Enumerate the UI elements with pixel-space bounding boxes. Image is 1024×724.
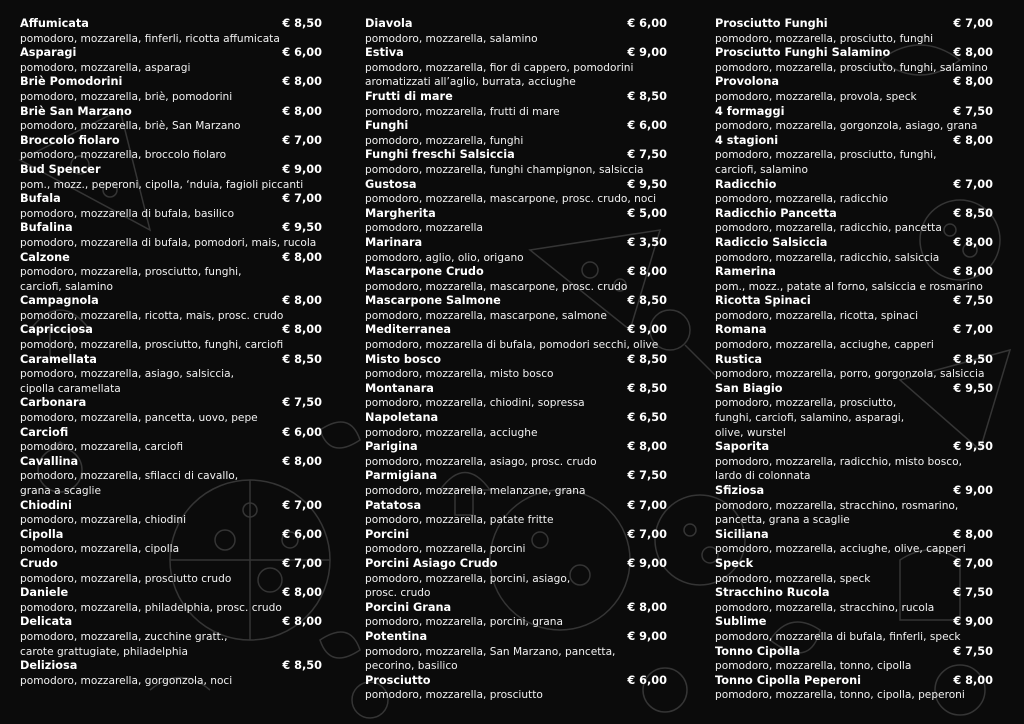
pizza-price: € 9,00: [282, 162, 322, 176]
pizza-item: [715, 484, 993, 528]
pizza-price: € 8,00: [953, 673, 993, 687]
pizza-ingredients: pom., mozz., peperoni, cipolla, ‘nduia, fagioli piccanti: [20, 178, 304, 191]
pizza-ingredients: pomodoro, mozzarella, misto bosco: [365, 368, 554, 381]
pizza-item: [365, 557, 667, 601]
pizza-ingredients: pomodoro, mozzarella, radicchio, misto bosco, lardo di colonnata: [715, 455, 962, 483]
pizza-item: [20, 455, 322, 499]
pizza-name: Prosciutto Funghi: [715, 17, 828, 30]
pizza-name: Sfiziosa: [715, 484, 765, 497]
pizza-price: € 8,00: [953, 133, 993, 147]
pizza-item: [365, 46, 667, 90]
pizza-item: [715, 236, 993, 265]
pizza-ingredients: pomodoro, mozzarella di bufala, finferli, speck: [715, 630, 961, 643]
pizza-price: € 8,00: [953, 265, 993, 279]
pizza-ingredients: pomodoro, mozzarella, stracchino, rucola: [715, 601, 935, 614]
pizza-price: € 9,00: [627, 323, 667, 337]
pizza-item: [365, 674, 667, 703]
pizza-ingredients: pomodoro, mozzarella, briè, San Marzano: [20, 120, 241, 133]
pizza-price: € 8,50: [627, 381, 667, 395]
pizza-item: [715, 105, 993, 134]
pizza-name: San Biagio: [715, 381, 783, 395]
pizza-ingredients: pomodoro, mozzarella, porcini: [365, 543, 526, 556]
pizza-name: Frutti di mare: [365, 89, 453, 103]
pizza-price: € 7,00: [282, 192, 322, 206]
pizza-price: € 8,50: [627, 294, 667, 308]
pizza-price: € 6,00: [627, 119, 667, 133]
pizza-price: € 9,50: [282, 221, 322, 235]
pizza-item: [20, 134, 322, 163]
pizza-name: Tonno Cipolla: [715, 644, 801, 658]
pizza-price: € 8,50: [627, 89, 667, 103]
pizza-price: € 7,00: [282, 133, 322, 147]
pizza-name: Bud Spencer: [20, 162, 101, 176]
pizza-name: Speck: [715, 556, 754, 570]
pizza-price: € 8,00: [953, 235, 993, 249]
pizza-item: [20, 17, 322, 46]
pizza-name: Siciliana: [715, 527, 769, 541]
pizza-name: Deliziosa: [20, 659, 78, 673]
pizza-ingredients: pomodoro, mozzarella, patate fritte: [365, 514, 554, 527]
pizza-ingredients: pomodoro, mozzarella, fior di cappero, pomodorini aromatizzati all’aglio, burrata, acciughe: [365, 61, 634, 89]
pizza-price: € 6,00: [627, 17, 667, 30]
pizza-ingredients: pomodoro, mozzarella, prosciutto, funghi, carciofi: [20, 339, 284, 352]
pizza-ingredients: pomodoro, mozzarella, cipolla: [20, 543, 180, 556]
pizza-price: € 8,00: [627, 265, 667, 279]
pizza-ingredients: pomodoro, mozzarella, gorgonzola, asiago, grana: [715, 120, 978, 133]
pizza-ingredients: pomodoro, mozzarella, prosciutto, funghi, salamino: [715, 61, 988, 74]
pizza-name: Ricotta Spinaci: [715, 294, 811, 308]
pizza-item: [365, 528, 667, 557]
pizza-ingredients: pomodoro, mozzarella, chiodini: [20, 514, 187, 527]
pizza-ingredients: pomodoro, mozzarella, tonno, cipolla, peperoni: [715, 689, 965, 702]
pizza-name: Caramellata: [20, 352, 97, 366]
pizza-name: Montanara: [365, 381, 434, 395]
pizza-item: [20, 221, 322, 250]
pizza-price: € 9,50: [953, 440, 993, 454]
pizza-item: [365, 601, 667, 630]
pizza-price: € 8,00: [282, 323, 322, 337]
pizza-name: Misto bosco: [365, 352, 441, 366]
pizza-ingredients: pomodoro, mozzarella, provola, speck: [715, 90, 917, 103]
pizza-name: Napoletana: [365, 411, 439, 425]
pizza-name: Radicchio: [715, 177, 777, 191]
pizza-ingredients: pomodoro, mozzarella, zucchine gratt., carote grattugiate, philadelphia: [20, 630, 228, 658]
pizza-item: [715, 440, 993, 484]
pizza-ingredients: pomodoro, mozzarella, salamino: [365, 32, 538, 45]
pizza-ingredients: pomodoro, mozzarella: [365, 222, 483, 235]
pizza-ingredients: pomodoro, mozzarella, tonno, cipolla: [715, 660, 912, 673]
pizza-ingredients: pomodoro, mozzarella, philadelphia, prosc. crudo: [20, 601, 282, 614]
pizza-price: € 7,00: [953, 17, 993, 30]
pizza-item: [715, 75, 993, 104]
pizza-item: [365, 178, 667, 207]
pizza-price: € 7,00: [627, 498, 667, 512]
pizza-name: Saporita: [715, 440, 770, 454]
pizza-ingredients: pomodoro, mozzarella, stracchino, rosmarino, pancetta, grana a scaglie: [715, 499, 959, 527]
pizza-name: Delicata: [20, 615, 73, 629]
pizza-price: € 8,50: [627, 352, 667, 366]
pizza-price: € 6,00: [282, 425, 322, 439]
pizza-price: € 7,50: [282, 396, 322, 410]
pizza-price: € 7,00: [282, 498, 322, 512]
pizza-ingredients: pomodoro, mozzarella, porro, gorgonzola, salsiccia: [715, 368, 985, 381]
pizza-ingredients: pomodoro, mozzarella, speck: [715, 572, 871, 585]
pizza-ingredients: pomodoro, mozzarella, acciughe, capperi: [715, 339, 934, 352]
pizza-price: € 8,00: [282, 104, 322, 118]
pizza-name: Stracchino Rucola: [715, 586, 830, 600]
pizza-item: [715, 674, 993, 703]
pizza-name: Campagnola: [20, 294, 99, 308]
pizza-ingredients: pomodoro, mozzarella, prosciutto, funghi, carciofi, salamino: [20, 266, 242, 293]
pizza-item: [365, 294, 667, 323]
pizza-ingredients: pomodoro, mozzarella, ricotta, spinaci: [715, 309, 919, 322]
pizza-name: Prosciutto: [365, 673, 431, 687]
pizza-price: € 6,00: [282, 46, 322, 60]
pizza-name: Parigina: [365, 440, 418, 454]
pizza-name: Capricciosa: [20, 323, 93, 337]
pizza-ingredients: pomodoro, mozzarella, prosciutto, funghi, carciofi, salamino, asparagi, olive, wurstel: [715, 397, 905, 439]
pizza-ingredients: pomodoro, mozzarella, acciughe, olive, capperi: [715, 543, 966, 556]
pizza-name: Calzone: [20, 250, 70, 264]
pizza-item: [365, 265, 667, 294]
pizza-price: € 8,00: [282, 586, 322, 600]
pizza-name: Asparagi: [20, 46, 77, 60]
pizza-item: [365, 323, 667, 352]
pizza-item: [715, 353, 993, 382]
pizza-ingredients: pomodoro, mozzarella, asiago, salsiccia, cipolla caramellata: [20, 368, 234, 395]
pizza-price: € 5,00: [627, 206, 667, 220]
pizza-price: € 7,00: [953, 556, 993, 570]
pizza-price: € 6,00: [627, 673, 667, 687]
pizza-price: € 7,50: [953, 644, 993, 658]
pizza-ingredients: pomodoro, mozzarella, porcini, asiago, prosc. crudo: [365, 572, 571, 600]
pizza-ingredients: pomodoro, aglio, olio, origano: [365, 251, 524, 264]
pizza-ingredients: pomodoro, mozzarella di bufala, pomodori secchi, olive: [365, 339, 659, 352]
pizza-ingredients: pomodoro, mozzarella, frutti di mare: [365, 105, 560, 118]
pizza-price: € 6,00: [282, 527, 322, 541]
pizza-ingredients: pomodoro, mozzarella, radicchio, pancetta: [715, 222, 942, 235]
pizza-name: Crudo: [20, 556, 58, 570]
pizza-ingredients: pomodoro, mozzarella, pancetta, uovo, pepe: [20, 412, 258, 425]
pizza-price: € 8,00: [282, 75, 322, 89]
pizza-name: Carciofi: [20, 425, 69, 439]
pizza-ingredients: pomodoro, mozzarella, finferli, ricotta affumicata: [20, 32, 280, 45]
pizza-item: [715, 382, 993, 440]
pizza-ingredients: pomodoro, mozzarella, gorgonzola, noci: [20, 674, 233, 687]
pizza-price: € 7,00: [953, 323, 993, 337]
pizza-item: [20, 499, 322, 528]
pizza-ingredients: pomodoro, mozzarella, briè, pomodorini: [20, 90, 233, 103]
pizza-price: € 9,00: [953, 484, 993, 497]
pizza-item: [365, 207, 667, 236]
pizza-ingredients: pomodoro, mozzarella, mascarpone, prosc. crudo: [365, 280, 628, 293]
pizza-name: Affumicata: [20, 17, 89, 30]
pizza-price: € 8,50: [953, 352, 993, 366]
pizza-price: € 7,00: [282, 556, 322, 570]
pizza-item: [20, 294, 322, 323]
pizza-item: [715, 323, 993, 352]
pizza-price: € 8,00: [282, 294, 322, 308]
pizza-ingredients: pomodoro, mozzarella, asparagi: [20, 61, 191, 74]
pizza-name: Prosciutto Funghi Salamino: [715, 46, 891, 60]
pizza-item: [20, 105, 322, 134]
pizza-price: € 6,50: [627, 411, 667, 425]
pizza-item: [365, 382, 667, 411]
pizza-price: € 8,50: [282, 352, 322, 366]
pizza-name: Briè Pomodorini: [20, 75, 123, 89]
pizza-name: Marinara: [365, 235, 423, 249]
pizza-price: € 8,00: [282, 615, 322, 629]
pizza-ingredients: pomodoro, mozzarella, sfilacci di cavallo, grana a scaglie: [20, 470, 239, 497]
pizza-name: Mascarpone Crudo: [365, 265, 484, 279]
pizza-price: € 7,50: [953, 586, 993, 600]
pizza-name: Parmigiana: [365, 469, 438, 483]
pizza-ingredients: pomodoro, mozzarella, San Marzano, pancetta, pecorino, basilico: [365, 645, 616, 673]
pizza-price: € 7,00: [627, 527, 667, 541]
pizza-price: € 7,50: [953, 294, 993, 308]
pizza-item: [365, 236, 667, 265]
pizza-name: Daniele: [20, 586, 69, 600]
pizza-name: 4 stagioni: [715, 133, 779, 147]
pizza-price: € 8,00: [627, 440, 667, 454]
pizza-name: Cavallina: [20, 454, 79, 468]
pizza-ingredients: pomodoro, mozzarella, radicchio, salsiccia: [715, 251, 940, 264]
pizza-ingredients: pom., mozz., patate al forno, salsiccia e rosmarino: [715, 280, 983, 293]
pizza-name: Provolona: [715, 75, 780, 89]
pizza-name: Margherita: [365, 206, 436, 220]
pizza-item: [365, 119, 667, 148]
pizza-ingredients: pomodoro, mozzarella, porcini, grana: [365, 616, 563, 629]
pizza-name: Carbonara: [20, 396, 87, 410]
pizza-name: Diavola: [365, 17, 413, 30]
pizza-price: € 9,00: [953, 615, 993, 629]
pizza-name: Broccolo fiolaro: [20, 133, 120, 147]
pizza-name: Ramerina: [715, 265, 776, 279]
pizza-ingredients: pomodoro, mozzarella, ricotta, mais, prosc. crudo: [20, 309, 284, 322]
pizza-price: € 9,00: [627, 556, 667, 570]
pizza-ingredients: pomodoro, mozzarella, asiago, prosc. crudo: [365, 455, 597, 468]
pizza-price: € 8,50: [282, 659, 322, 673]
pizza-ingredients: pomodoro, mozzarella, mascarpone, salmone: [365, 309, 607, 322]
pizza-item: [20, 396, 322, 425]
pizza-item: [365, 90, 667, 119]
pizza-item: [715, 265, 993, 294]
menu-column-3: [715, 17, 993, 703]
pizza-item: [715, 178, 993, 207]
pizza-item: [20, 615, 322, 659]
pizza-name: Chiodini: [20, 498, 72, 512]
pizza-price: € 8,00: [282, 454, 322, 468]
pizza-item: [715, 615, 993, 644]
pizza-ingredients: pomodoro, mozzarella, broccolo fiolaro: [20, 149, 227, 162]
pizza-ingredients: pomodoro, mozzarella, prosciutto: [365, 689, 543, 702]
pizza-item: [20, 586, 322, 615]
pizza-name: Gustosa: [365, 177, 417, 191]
pizza-name: Bufala: [20, 192, 61, 206]
pizza-item: [715, 586, 993, 615]
pizza-price: € 8,00: [282, 250, 322, 264]
pizza-name: 4 formaggi: [715, 104, 785, 118]
pizza-name: Briè San Marzano: [20, 104, 132, 118]
pizza-item: [715, 17, 993, 46]
pizza-price: € 8,00: [627, 600, 667, 614]
pizza-item: [365, 353, 667, 382]
pizza-item: [715, 294, 993, 323]
pizza-price: € 8,00: [953, 46, 993, 60]
pizza-price: € 7,50: [627, 148, 667, 162]
pizza-item: [365, 411, 667, 440]
pizza-name: Potentina: [365, 629, 428, 643]
pizza-price: € 9,50: [627, 177, 667, 191]
pizza-price: € 7,50: [953, 104, 993, 118]
pizza-item: [20, 659, 322, 688]
pizza-name: Estiva: [365, 46, 404, 60]
pizza-ingredients: pomodoro, mozzarella, acciughe: [365, 426, 538, 439]
pizza-ingredients: pomodoro, mozzarella, carciofi: [20, 441, 184, 454]
pizza-name: Porcini: [365, 527, 410, 541]
pizza-item: [715, 557, 993, 586]
menu-column-2: [365, 17, 667, 703]
pizza-item: [20, 528, 322, 557]
pizza-name: Mascarpone Salmone: [365, 294, 501, 308]
pizza-item: [365, 17, 667, 46]
pizza-ingredients: pomodoro, mozzarella di bufala, pomodori, mais, rucola: [20, 236, 317, 249]
pizza-ingredients: pomodoro, mozzarella, melanzane, grana: [365, 485, 586, 497]
pizza-price: € 3,50: [627, 235, 667, 249]
pizza-item: [365, 469, 667, 498]
pizza-name: Radiccio Salsiccia: [715, 235, 828, 249]
pizza-price: € 9,50: [953, 381, 993, 395]
pizza-item: [20, 251, 322, 295]
pizza-ingredients: pomodoro, mozzarella, chiodini, sopressa: [365, 397, 585, 410]
pizza-ingredients: pomodoro, mozzarella, funghi: [365, 134, 524, 147]
pizza-item: [715, 46, 993, 75]
pizza-price: € 8,50: [282, 17, 322, 30]
pizza-price: € 9,00: [627, 629, 667, 643]
pizza-name: Radicchio Pancetta: [715, 206, 837, 220]
pizza-price: € 9,00: [627, 46, 667, 60]
pizza-item: [20, 353, 322, 397]
pizza-name: Funghi: [365, 119, 409, 133]
pizza-ingredients: pomodoro, mozzarella, prosciutto, funghi, carciofi, salamino: [715, 149, 937, 176]
pizza-name: Romana: [715, 323, 767, 337]
menu-column-1: [20, 17, 322, 688]
pizza-name: Patatosa: [365, 498, 422, 512]
pizza-name: Sublime: [715, 615, 767, 629]
pizza-item: [715, 645, 993, 674]
pizza-ingredients: pomodoro, mozzarella, prosciutto, funghi: [715, 32, 934, 45]
pizza-ingredients: pomodoro, mozzarella, funghi champignon, salsiccia: [365, 163, 644, 176]
pizza-item: [20, 192, 322, 221]
pizza-item: [715, 207, 993, 236]
pizza-item: [20, 323, 322, 352]
pizza-item: [20, 426, 322, 455]
pizza-price: € 8,50: [953, 206, 993, 220]
pizza-name: Mediterranea: [365, 323, 452, 337]
pizza-ingredients: pomodoro, mozzarella, mascarpone, prosc. crudo, noci: [365, 193, 657, 206]
pizza-price: € 8,00: [953, 527, 993, 541]
pizza-item: [365, 499, 667, 528]
pizza-price: € 7,50: [627, 469, 667, 483]
pizza-item: [365, 630, 667, 674]
pizza-item: [365, 148, 667, 177]
pizza-item: [715, 528, 993, 557]
pizza-name: Tonno Cipolla Peperoni: [715, 673, 861, 687]
pizza-item: [20, 75, 322, 104]
pizza-name: Porcini Asiago Crudo: [365, 556, 498, 570]
pizza-item: [365, 440, 667, 469]
pizza-name: Funghi freschi Salsiccia: [365, 148, 515, 162]
pizza-ingredients: pomodoro, mozzarella, prosciutto crudo: [20, 572, 232, 585]
pizza-price: € 8,00: [953, 75, 993, 89]
pizza-name: Cipolla: [20, 527, 64, 541]
pizza-name: Rustica: [715, 352, 763, 366]
pizza-name: Porcini Grana: [365, 600, 452, 614]
pizza-ingredients: pomodoro, mozzarella di bufala, basilico: [20, 207, 235, 220]
pizza-ingredients: pomodoro, mozzarella, radicchio: [715, 193, 889, 206]
pizza-price: € 7,00: [953, 177, 993, 191]
pizza-item: [20, 557, 322, 586]
pizza-item: [715, 134, 993, 178]
pizza-item: [20, 46, 322, 75]
pizza-item: [20, 163, 322, 192]
pizza-name: Bufalina: [20, 221, 73, 235]
